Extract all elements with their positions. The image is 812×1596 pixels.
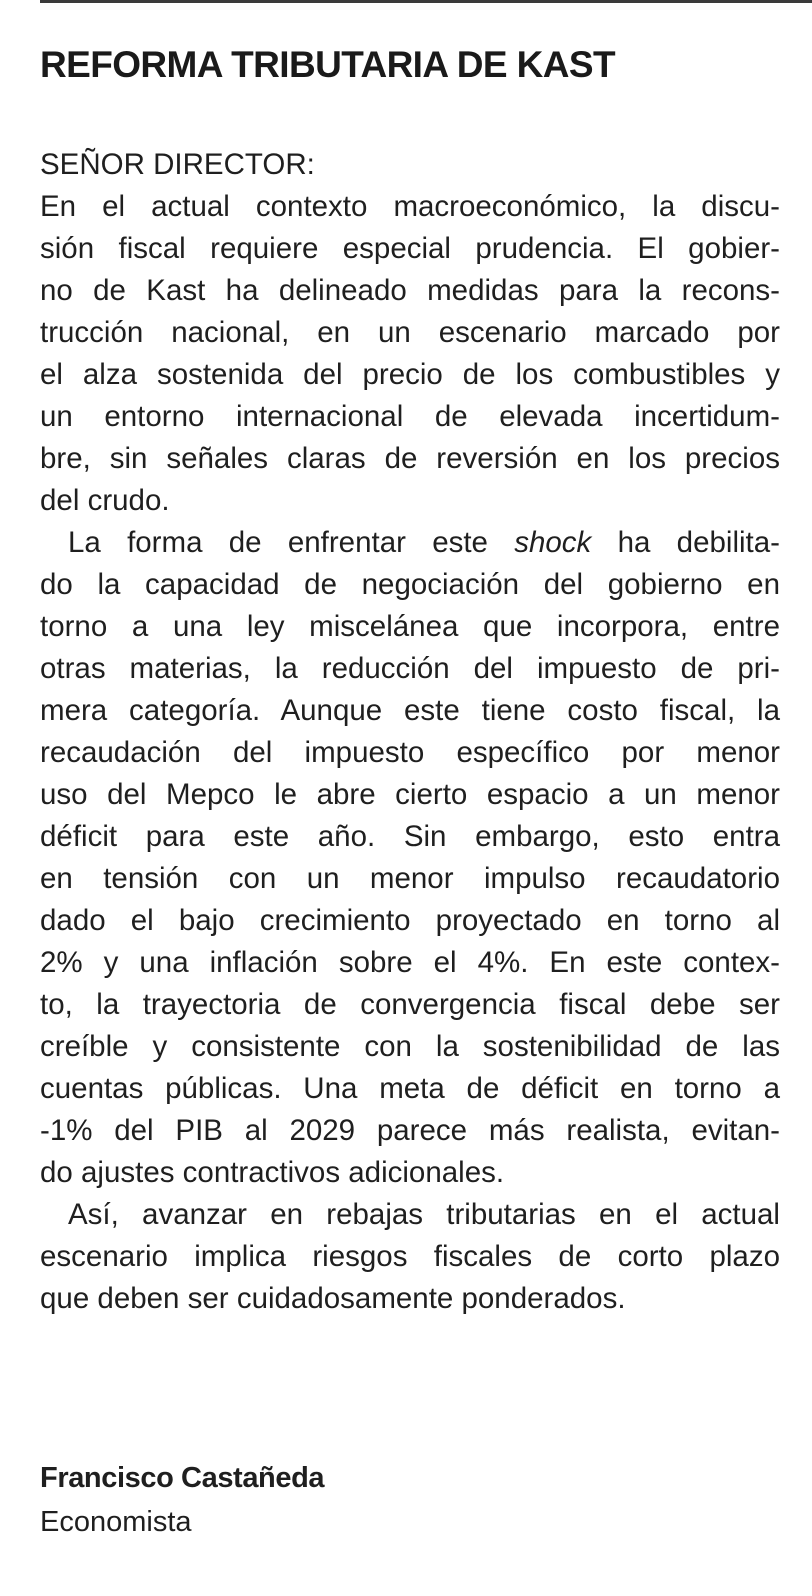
body-line: un entorno internacional de elevada incertidum- [40,400,780,433]
body-line: uso del Mepco le abre cierto espacio a un menor [40,778,780,811]
letter-body [40,144,780,1320]
emphasis-shock: shock [514,526,592,559]
body-line: que deben ser cuidadosamente ponderados. [40,1282,626,1315]
body-line: el alza sostenida del precio de los combustibles y [40,358,780,391]
body-line: to, la trayectoria de convergencia fiscal debe ser [40,988,780,1021]
body-line: recaudación del impuesto específico por menor [40,736,780,769]
body-line: trucción nacional, en un escenario marcado por [40,316,780,349]
author-role: Economista [40,1506,192,1538]
body-line: dado el bajo crecimiento proyectado en torno al [40,904,780,937]
body-line: en tensión con un menor impulso recaudatorio [40,862,780,895]
salutation: SEÑOR DIRECTOR: [40,148,315,181]
body-line: sión fiscal requiere especial prudencia. El gobier- [40,232,780,265]
body-line: mera categoría. Aunque este tiene costo fiscal, la [40,694,780,727]
paragraph-line [40,522,780,564]
body-line: no de Kast ha delineado medidas para la recons- [40,274,780,307]
body-line: bre, sin señales claras de reversión en los precios [40,442,780,475]
body-line: déficit para este año. Sin embargo, esto entra [40,820,780,853]
body-line: En el actual contexto macroeconómico, la discu- [40,190,780,223]
body-line: otras materias, la reducción del impuesto de pri- [40,652,780,685]
body-line: Así, avanzar en rebajas tributarias en el actual [68,1198,780,1231]
body-line: torno a una ley miscelánea que incorpora, entre [40,610,780,643]
body-line: 2% y una inflación sobre el 4%. En este contex- [40,946,780,979]
body-line: creíble y consistente con la sostenibilidad de las [40,1030,780,1063]
headline: REFORMA TRIBUTARIA DE KAST [40,44,615,85]
author-name: Francisco Castañeda [40,1462,325,1494]
body-line: -1% del PIB al 2029 parece más realista, evitan- [40,1114,780,1147]
top-rule [40,0,812,3]
body-line: cuentas públicas. Una meta de déficit en torno a [40,1072,780,1105]
body-text: ha debilita- [617,526,780,559]
body-line: del crudo. [40,484,170,517]
body-text: La forma de enfrentar este [68,526,488,559]
body-line: do ajustes contractivos adicionales. [40,1156,505,1189]
body-line: escenario implica riesgos fiscales de corto plazo [40,1240,780,1273]
body-line: do la capacidad de negociación del gobierno en [40,568,780,601]
